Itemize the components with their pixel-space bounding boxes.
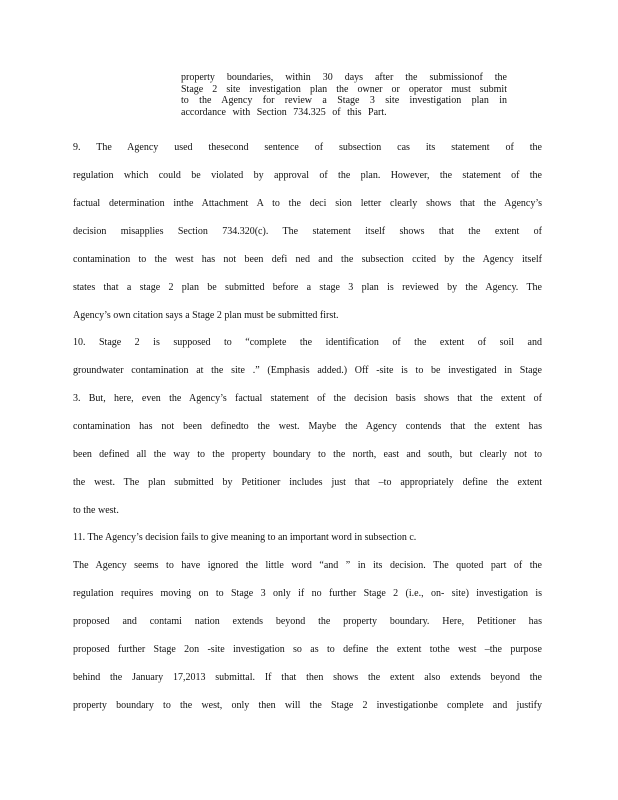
- paragraph-line: property boundary to the west, only then will the Stage 2 investigationbe complete and justify: [73, 700, 542, 711]
- quote-line: accordance with Section 734.325 of this Part.: [181, 106, 387, 118]
- paragraph-line: been defined all the way to the property boundary to the north, east and south, but clearly not to: [73, 449, 542, 460]
- paragraph-line: factual determination inthe Attachment A to the deci sion letter clearly shows that the Agency’s: [73, 198, 542, 209]
- paragraph-line: 11. The Agency’s decision fails to give meaning to an important word in subsection c.: [73, 532, 417, 543]
- paragraph-line: states that a stage 2 plan be submitted before a stage 3 plan is reviewed by the Agency. The: [73, 282, 542, 293]
- paragraph-line: proposed and contami nation extends beyond the property boundary. Here, Petitioner has: [73, 616, 542, 627]
- paragraph-line: The Agency seems to have ignored the little word “and ” in its decision. The quoted part of the: [73, 560, 542, 571]
- paragraph-line: contamination has not been definedto the west. Maybe the Agency contends that the extent has: [73, 421, 542, 432]
- paragraph-line: behind the January 17,2013 submittal. If that then shows the extent also extends beyond the: [73, 672, 542, 683]
- quote-line: to the Agency for review a Stage 3 site investigation plan in: [181, 95, 507, 107]
- paragraph-line: proposed further Stage 2on -site investigation so as to define the extent tothe west –the purpose: [73, 644, 542, 655]
- paragraph-line: regulation which could be violated by approval of the plan. However, the statement of the: [73, 170, 542, 181]
- paragraph-line: Agency’s own citation says a Stage 2 plan must be submitted first.: [73, 310, 339, 321]
- quote-line: Stage 2 site investigation plan the owner or operator must submit: [181, 83, 507, 95]
- paragraph-line: groundwater contamination at the site .” (Emphasis added.) Off -site is to be investigated in Stage: [73, 365, 542, 376]
- paragraph-line: decision misapplies Section 734.320(c). The statement itself shows that the extent of: [73, 226, 542, 237]
- paragraph-line: 9. The Agency used thesecond sentence of subsection cas its statement of the: [73, 142, 542, 153]
- paragraph-line: contamination to the west has not been defi ned and the subsection ccited by the Agency itself: [73, 254, 542, 265]
- quote-line: property boundaries, within 30 days after the submissionof the: [181, 72, 507, 83]
- paragraph-line: to the west.: [73, 505, 119, 516]
- paragraph-line: 3. But, here, even the Agency’s factual statement of the decision basis shows that the extent of: [73, 393, 542, 404]
- paragraph-line: the west. The plan submitted by Petitioner includes just that –to appropriately define the extent: [73, 477, 542, 488]
- paragraph-line: regulation requires moving on to Stage 3 only if no further Stage 2 (i.e., on- site) investigation is: [73, 588, 542, 599]
- paragraph-line: 10. Stage 2 is supposed to “complete the identification of the extent of soil and: [73, 337, 542, 348]
- block-quote: [181, 72, 507, 118]
